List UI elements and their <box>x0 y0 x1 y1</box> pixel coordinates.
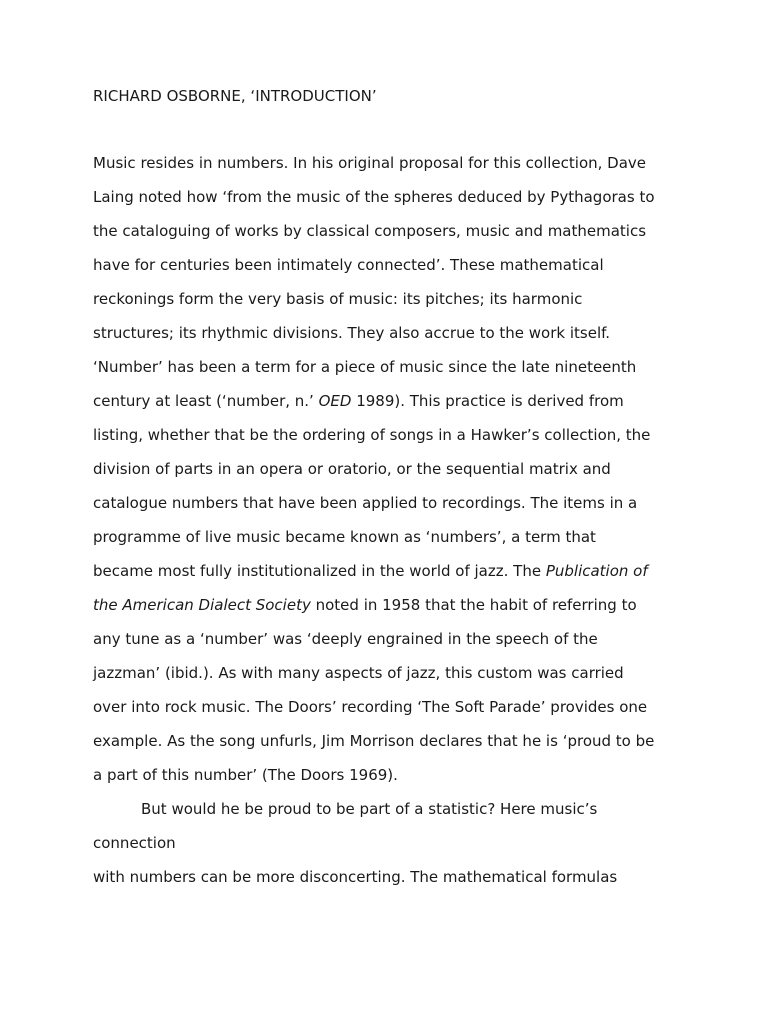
text-line: have for centuries been intimately connected’. These mathematical <box>93 256 604 274</box>
text-run: century at least (‘number, n.’ <box>93 392 319 410</box>
text-line: structures; its rhythmic divisions. They also accrue to the work itself. <box>93 324 611 342</box>
text-line: Music resides in numbers. In his original proposal for this collection, Dave <box>93 154 647 172</box>
text-line: any tune as a ‘number’ was ‘deeply engrained in the speech of the <box>93 630 598 648</box>
text-line: division of parts in an opera or oratorio, or the sequential matrix and <box>93 460 611 478</box>
text-run: noted in 1958 that the habit of referring to <box>310 596 637 614</box>
text-line: example. As the song unfurls, Jim Morrison declares that he is ‘proud to be <box>93 732 655 750</box>
text-line: listing, whether that be the ordering of songs in a Hawker’s collection, the <box>93 426 651 444</box>
text-run: became most fully institutionalized in the world of jazz. The <box>93 562 546 580</box>
text-line: reckonings form the very basis of music: its pitches; its harmonic <box>93 290 583 308</box>
text-line: programme of live music became known as ‘numbers’, a term that <box>93 528 596 546</box>
publication-title: the American Dialect Society <box>93 596 311 614</box>
text-line <box>93 391 624 411</box>
text-line: But would he be proud to be part of a statistic? Here music’s <box>141 800 598 818</box>
text-line: jazzman’ (ibid.). As with many aspects of jazz, this custom was carried <box>93 664 624 682</box>
text-line: over into rock music. The Doors’ recording ‘The Soft Parade’ provides one <box>93 698 648 716</box>
text-line: catalogue numbers that have been applied to recordings. The items in a <box>93 494 638 512</box>
text-line: connection <box>93 834 176 852</box>
chapter-heading: RICHARD OSBORNE, ‘INTRODUCTION’ <box>93 87 377 105</box>
citation-title: OED <box>318 392 352 410</box>
text-line <box>93 595 637 615</box>
text-line: Laing noted how ‘from the music of the spheres deduced by Pythagoras to <box>93 188 655 206</box>
text-line <box>93 561 648 581</box>
text-run: 1989). This practice is derived from <box>351 392 624 410</box>
publication-title: Publication of <box>545 562 648 580</box>
text-line: with numbers can be more disconcerting. The mathematical formulas <box>93 868 618 886</box>
text-line: the cataloguing of works by classical composers, music and mathematics <box>93 222 647 240</box>
text-line: ‘Number’ has been a term for a piece of music since the late nineteenth <box>93 358 637 376</box>
text-line: a part of this number’ (The Doors 1969). <box>93 766 398 784</box>
